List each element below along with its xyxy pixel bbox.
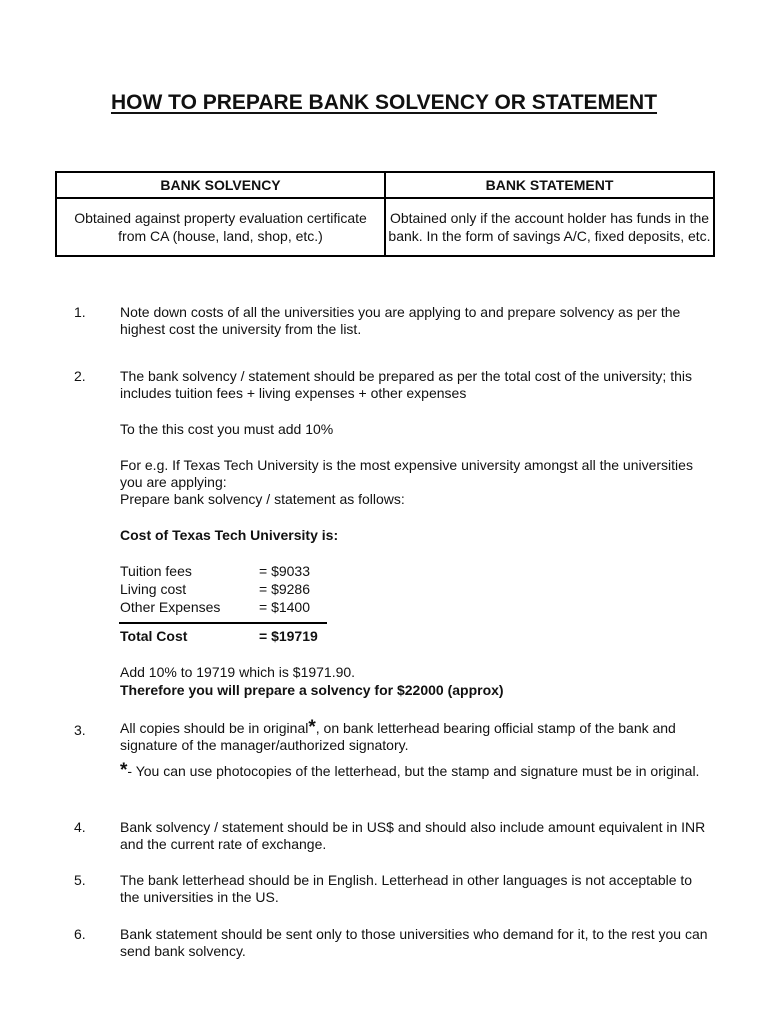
- cost-value-tuition: = $9033: [259, 563, 310, 579]
- total-divider: [119, 622, 327, 624]
- cell-bank-statement: Obtained only if the account holder has funds in the bank. In the form of savings A/C, fixed deposits, etc.: [385, 198, 714, 256]
- item-2-text: The bank solvency / statement should be prepared as per the total cost of the university; this includes tuition fees + living expenses + other expenses: [120, 368, 692, 401]
- item-3-text-a: All copies should be in original: [120, 720, 309, 736]
- header-bank-statement: BANK STATEMENT: [385, 172, 714, 198]
- cost-value-living: = $9286: [259, 581, 310, 597]
- cost-label-tuition: Tuition fees: [120, 563, 192, 579]
- item-3-text: [120, 717, 710, 754]
- header-bank-solvency: BANK SOLVENCY: [56, 172, 385, 198]
- cost-heading: Cost of Texas Tech University is:: [120, 527, 339, 543]
- cell-bank-solvency: Obtained against property evaluation certificate from CA (house, land, shop, etc.): [56, 198, 385, 256]
- item-3-text-b: , on bank letterhead bearing official stamp of the bank and signature of the manager/authorized signatory.: [120, 720, 676, 753]
- item-6-number: 6.: [74, 926, 86, 942]
- item-3-note: [120, 760, 710, 781]
- item-4-text: Bank solvency / statement should be in US$ and should also include amount equivalent in INR and the current rate of exchange.: [120, 819, 706, 852]
- prepare-line: Prepare bank solvency / statement as follows:: [120, 491, 405, 507]
- example-line: For e.g. If Texas Tech University is the most expensive university amongst all the universities you are applying:: [120, 457, 693, 490]
- item-4-number: 4.: [74, 819, 86, 835]
- comparison-table: [55, 171, 715, 257]
- cost-value-other: = $1400: [259, 599, 310, 615]
- item-3-note-text: - You can use photocopies of the letterhead, but the stamp and signature must be in original.: [127, 763, 700, 779]
- item-1-number: 1.: [74, 304, 86, 320]
- item-1-text: Note down costs of all the universities you are applying to and prepare solvency as per the highest cost the university from the list.: [120, 304, 681, 337]
- item-5-text: The bank letterhead should be in English. Letterhead in other languages is not acceptable to the universities in the US.: [120, 872, 693, 905]
- add-percent-line: To the this cost you must add 10%: [120, 421, 334, 437]
- asterisk-mark: *: [308, 717, 316, 738]
- item-5-number: 5.: [74, 872, 86, 888]
- table-header-row: [56, 172, 714, 198]
- add-result-line: Add 10% to 19719 which is $1971.90.: [120, 664, 356, 680]
- total-cost-label: Total Cost: [120, 628, 188, 644]
- cost-label-living: Living cost: [120, 581, 187, 597]
- item-6-text: Bank statement should be sent only to those universities who demand for it, to the rest you can send bank solvency.: [120, 926, 708, 959]
- note-asterisk-mark: *: [120, 760, 128, 781]
- table-row: [56, 198, 714, 256]
- cost-label-other: Other Expenses: [120, 599, 221, 615]
- therefore-line: Therefore you will prepare a solvency for $22000 (approx): [120, 682, 504, 698]
- page-title: HOW TO PREPARE BANK SOLVENCY OR STATEMENT: [110, 91, 658, 114]
- item-2-number: 2.: [74, 368, 86, 384]
- total-cost-value: = $19719: [259, 628, 318, 644]
- item-3-number: 3.: [74, 722, 86, 738]
